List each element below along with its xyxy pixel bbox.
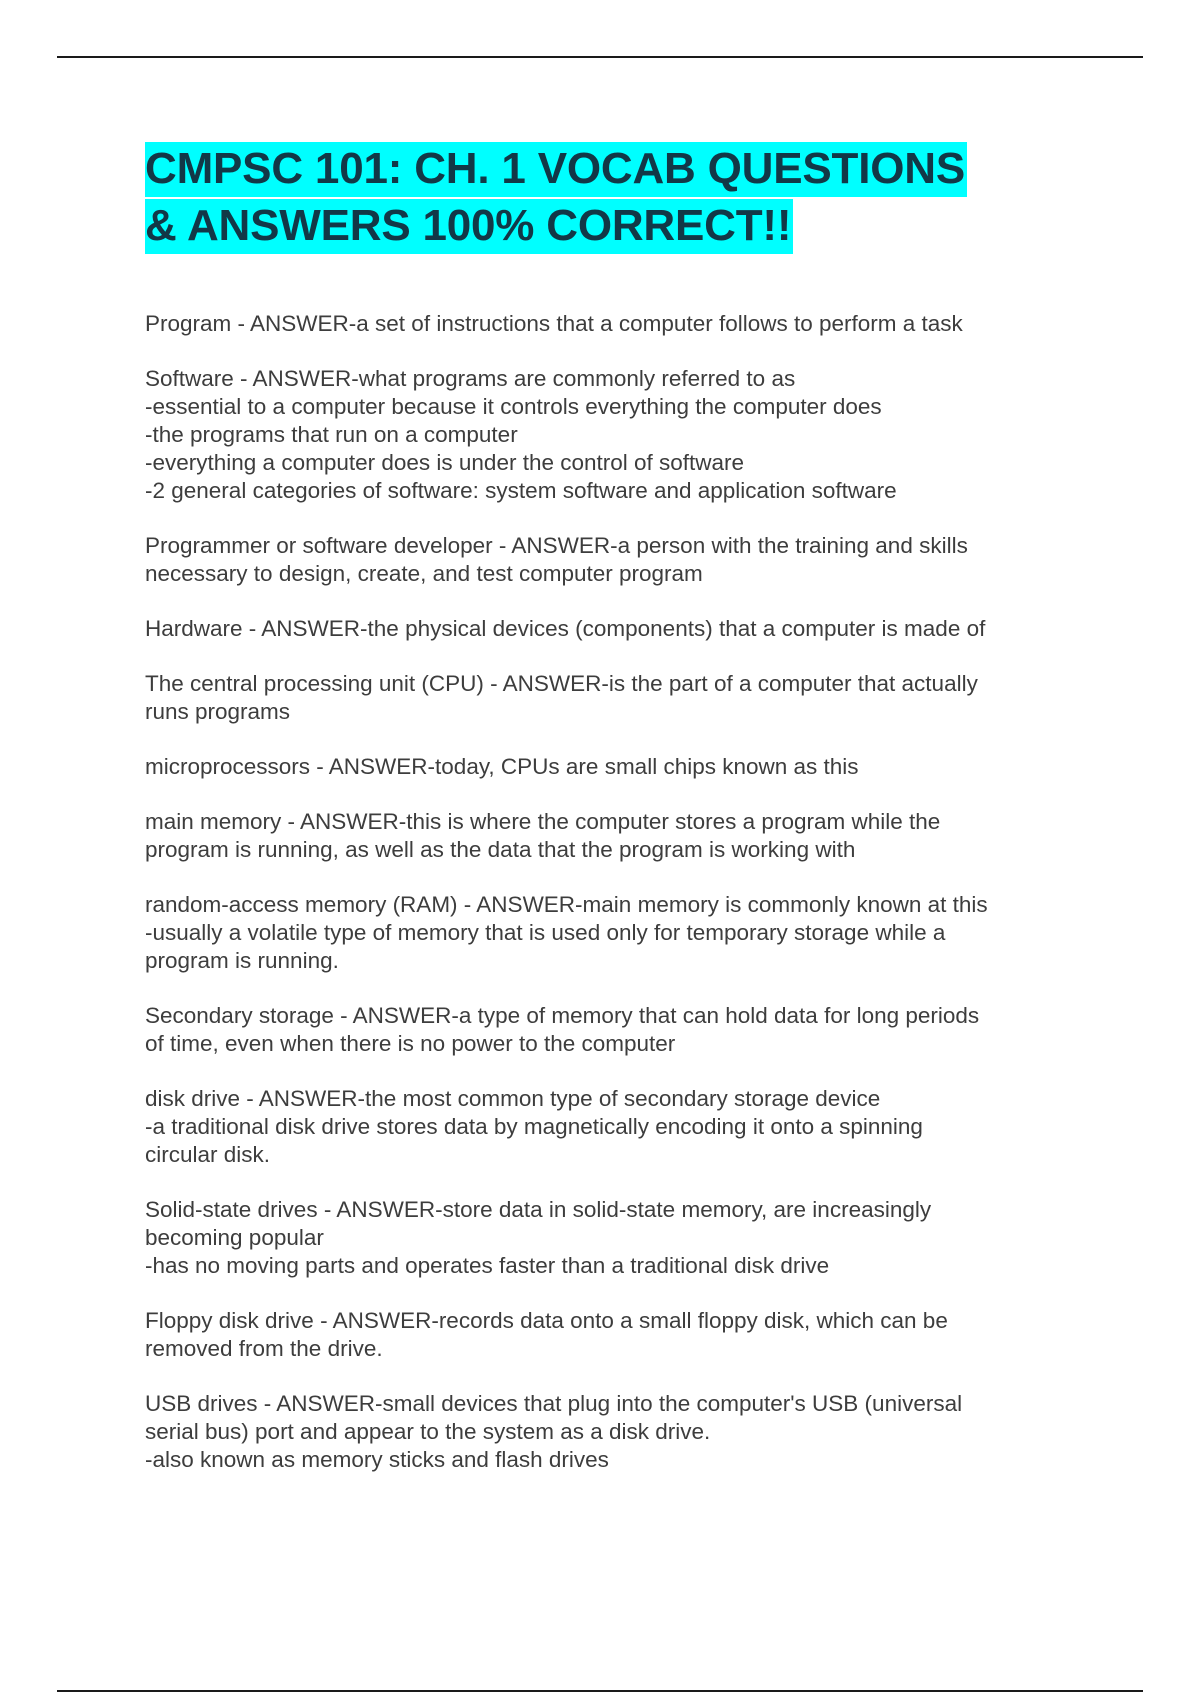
title-line: & ANSWERS 100% CORRECT!! (145, 199, 793, 254)
qa-line: circular disk. (145, 1142, 271, 1167)
qa-line: -a traditional disk drive stores data by magnetically encoding it onto a spinning (145, 1114, 923, 1139)
qa-line: program is running. (145, 948, 339, 973)
qa-list (145, 310, 1085, 1474)
qa-item-secondary-storage (145, 1002, 1085, 1058)
qa-line: Floppy disk drive - ANSWER-records data onto a small floppy disk, which can be (145, 1308, 948, 1333)
qa-line: Software - ANSWER-what programs are commonly referred to as (145, 366, 796, 391)
qa-item-cpu (145, 670, 1085, 726)
qa-line: random-access memory (RAM) - ANSWER-main memory is commonly known at this (145, 892, 988, 917)
qa-item-disk-drive (145, 1085, 1085, 1169)
document-content (145, 140, 1085, 1501)
qa-item-floppy-disk-drive (145, 1307, 1085, 1363)
qa-item-software (145, 365, 1085, 505)
document-title (145, 140, 1085, 254)
qa-line: Program - ANSWER-a set of instructions that a computer follows to perform a task (145, 311, 963, 336)
qa-line: Hardware - ANSWER-the physical devices (components) that a computer is made of (145, 616, 986, 641)
qa-item-main-memory (145, 808, 1085, 864)
qa-line: Programmer or software developer - ANSWER-a person with the training and skills (145, 533, 968, 558)
qa-line: -2 general categories of software: system software and application software (145, 478, 897, 503)
qa-line: program is running, as well as the data that the program is working with (145, 837, 856, 862)
qa-line: main memory - ANSWER-this is where the computer stores a program while the (145, 809, 941, 834)
qa-line: becoming popular (145, 1225, 324, 1250)
qa-line: The central processing unit (CPU) - ANSWER-is the part of a computer that actually (145, 671, 978, 696)
qa-item-programmer (145, 532, 1085, 588)
qa-line: -everything a computer does is under the control of software (145, 450, 745, 475)
qa-item-solid-state-drives (145, 1196, 1085, 1280)
qa-line: -has no moving parts and operates faster than a traditional disk drive (145, 1253, 830, 1278)
qa-line: runs programs (145, 699, 291, 724)
qa-item-usb-drives (145, 1390, 1085, 1474)
qa-line: -the programs that run on a computer (145, 422, 518, 447)
qa-line: serial bus) port and appear to the system as a disk drive. (145, 1419, 711, 1444)
qa-item-microprocessors (145, 753, 1085, 781)
header-rule (57, 56, 1143, 58)
qa-line: removed from the drive. (145, 1336, 383, 1361)
qa-line: disk drive - ANSWER-the most common type of secondary storage device (145, 1086, 881, 1111)
qa-item-hardware (145, 615, 1085, 643)
qa-line: microprocessors - ANSWER-today, CPUs are small chips known as this (145, 754, 859, 779)
qa-line: -essential to a computer because it controls everything the computer does (145, 394, 882, 419)
title-line: CMPSC 101: CH. 1 VOCAB QUESTIONS (145, 142, 967, 197)
qa-item-ram (145, 891, 1085, 975)
qa-line: of time, even when there is no power to the computer (145, 1031, 676, 1056)
qa-line: necessary to design, create, and test computer program (145, 561, 703, 586)
footer-rule (57, 1690, 1143, 1692)
qa-line: Secondary storage - ANSWER-a type of memory that can hold data for long periods (145, 1003, 980, 1028)
qa-line: Solid-state drives - ANSWER-store data in solid-state memory, are increasingly (145, 1197, 932, 1222)
qa-line: -usually a volatile type of memory that is used only for temporary storage while a (145, 920, 946, 945)
qa-item-program (145, 310, 1085, 338)
qa-line: USB drives - ANSWER-small devices that plug into the computer's USB (universal (145, 1391, 963, 1416)
qa-line: -also known as memory sticks and flash drives (145, 1447, 609, 1472)
